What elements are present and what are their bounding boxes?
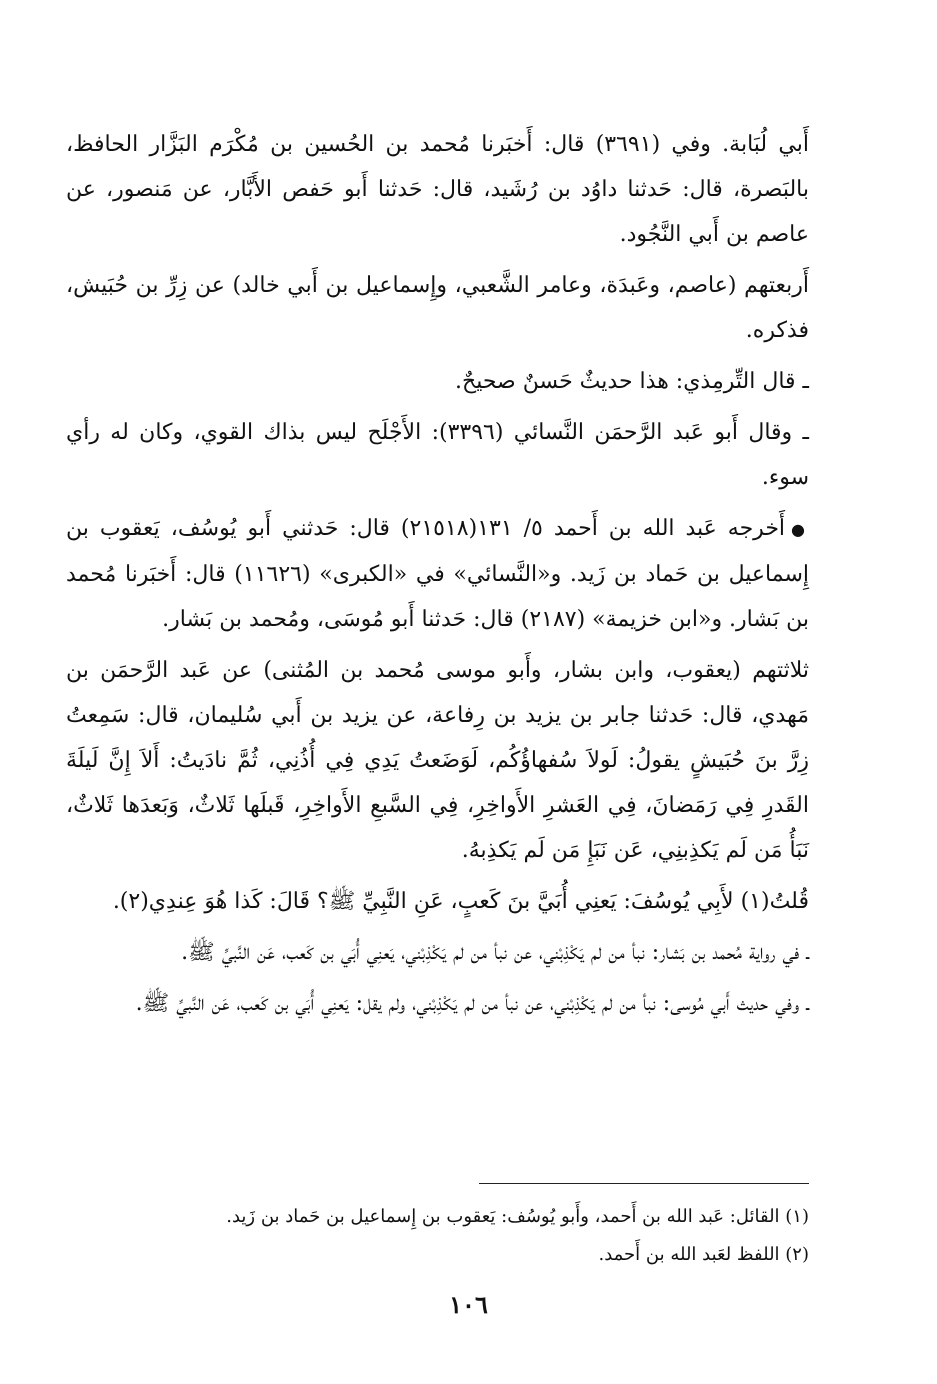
footnote-2: (٢) اللفظ لعَبد الله بن أَحمد. [598, 1244, 809, 1265]
bullet-icon: ● [791, 520, 809, 539]
footnotes [66, 1198, 809, 1274]
paragraph-4: ـ وقال أَبو عَبد الرَّحمَن النَّسائي (٣٣٩٦): الأَجْلَح ليس بذاك القوي، وكان له رأي سوء. [66, 420, 809, 490]
paragraph-2: أَربعتهم (عاصم، وعَبدَة، وعامر الشَّعبي، وإِسماعيل بن أَبي خالد) عن زِرِّ بن حُبَيش، فذكره. [66, 273, 809, 343]
main-text [66, 122, 809, 1032]
paragraph-3: ـ قال التِّرمِذي: هذا حديثٌ حَسنٌ صحيحٌ. [455, 369, 809, 394]
paragraph-9: ـ وفي حديث أَبي مُوسى: نبأ من لم يَكْذِبْني، عن نبأ من لم يَكْذِبْني، ولم يقل: يَعنِي أُبَي بن كَعب، عَن النَّبيِّ ﷺ. [135, 991, 809, 1016]
paragraph-5-text: أَخرجه عَبد الله بن أَحمد ٥/ ١٣١(٢١٥١٨) قال: حَدثني أَبو يُوسُف، يَعقوب بن إِسماعيل بن حَماد بن زَيد. و«النَّسائي» في «الكبرى» (١١٦٢٦) قال: أَخبَرنا مُحمد بن بَشار. و«ابن خزيمة» (٢١٨٧) قال: حَدثنا أَبو مُوسَى، ومُحمد بن بَشار. [66, 516, 809, 632]
paragraph-6: ثلاثتهم (يعقوب، وابن بشار، وأَبو موسى مُحمد بن المُثنى) عن عَبد الرَّحمَن بن مَهدي، قال: حَدثنا جابر بن يزيد بن رِفاعة، عن يزيد بن أَبي سُليمان، قال: سَمِعتُ زِرَّ بنَ حُبَيشٍ يقولُ: لَولاَ سُفهاؤُكُم، لَوَضَعتُ يَدِي فِي أُذُنِي، ثُمَّ نادَيتُ: أَلاَ إِنَّ لَيلَةَ القَدرِ فِي رَمَضانَ، فِي العَشرِ الأَواخِرِ، فِي السَّبعِ الأَواخِرِ، قَبلَها ثَلاثٌ، وَبَعدَها ثَلاثٌ، نَبَأُ مَن لَم يَكذِبنِي، عَن نَبَإِ مَن لَم يَكذِبهُ. [66, 658, 809, 863]
footnote-divider [479, 1183, 809, 1184]
paragraph-1: أَبي لُبَابة. وفي (٣٦٩١) قال: أَخبَرنا مُحمد بن الحُسين بن مُكْرَم البَزَّار الحافظ، بالبَصرة، قال: حَدثنا داوُد بن رُشَيد، قال: حَدثنا أَبو حَفص الأَبَّار، عن مَنصور، عن عاصم بن أَبي النَّجُود. [66, 132, 809, 247]
footnote-1: (١) القائل: عَبد الله بن أَحمد، وأَبو يُوسُف: يَعقوب بن إِسماعيل بن حَماد بن زَيد. [226, 1206, 809, 1227]
paragraph-7: قُلتُ(١) لأَبِي يُوسُفَ: يَعنِي أُبَيَّ بنَ كَعبٍ، عَنِ النَّبِيِّ ﷺ؟ قَالَ: كَذا هُوَ عِندِي(٢). [112, 889, 809, 914]
page-number: ١٠٦ [449, 1290, 488, 1319]
paragraph-5 [66, 506, 809, 642]
paragraph-8: ـ في رواية مُحمد بن بَشار: نبأ من لم يَكْذِبْني، عن نبأ من لم يَكْذِبْني، يَعنِي أُبَي بن كَعب، عَن النَّبيِّ ﷺ. [181, 940, 809, 965]
